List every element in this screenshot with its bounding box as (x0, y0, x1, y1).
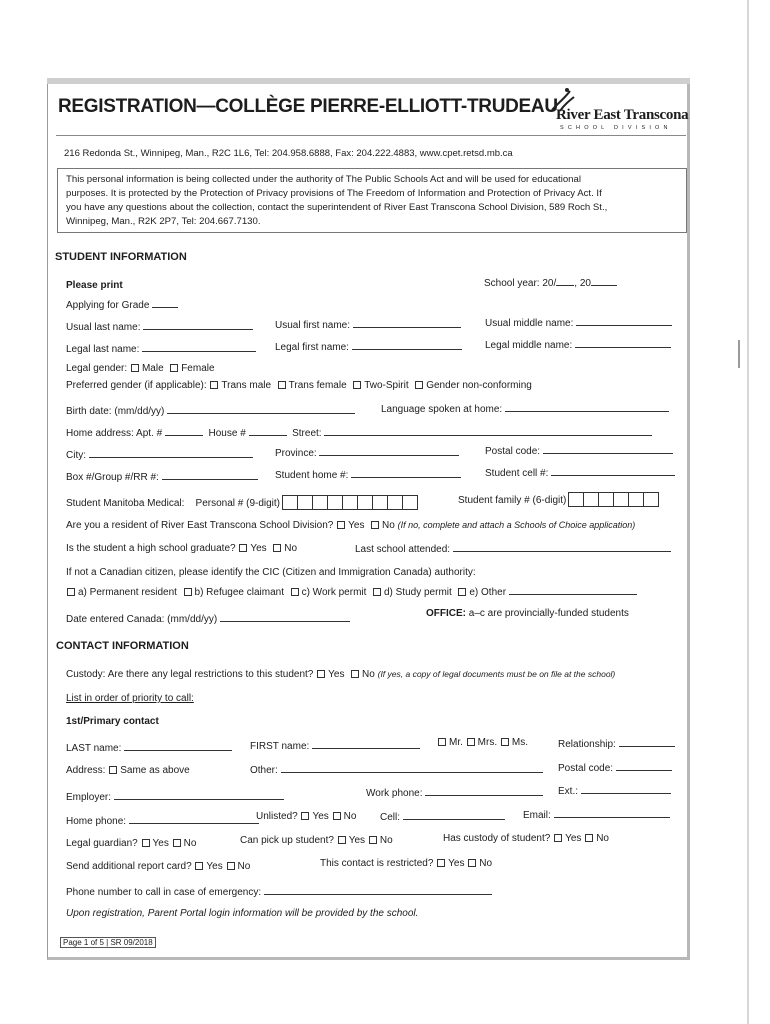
two-spirit-checkbox[interactable] (353, 381, 361, 389)
cic-options-row: a) Permanent resident b) Refugee claimant c) Work permit d) Study permit e) Other (66, 585, 637, 599)
legal-last-name-field[interactable]: Legal last name: (66, 342, 256, 356)
restricted-row: This contact is restricted? Yes No (320, 858, 493, 869)
last-school-field[interactable]: Last school attended: (355, 542, 671, 556)
refugee-claimant-checkbox[interactable] (184, 588, 192, 596)
student-info-heading: STUDENT INFORMATION (55, 251, 187, 263)
date-entered-field[interactable]: Date entered Canada: (mm/dd/yy) (66, 612, 350, 626)
contact-info-heading: CONTACT INFORMATION (56, 640, 189, 652)
resident-yes-checkbox[interactable] (337, 521, 345, 529)
custody-of-row: Has custody of student? Yes No (443, 833, 609, 844)
logo-name: River East Transcona (556, 107, 689, 123)
primary-contact-heading: 1st/Primary contact (66, 716, 159, 727)
unlisted-yes-checkbox[interactable] (301, 812, 309, 820)
priority-note: List in order of priority to call: (66, 693, 194, 704)
postal-code-field[interactable]: Postal code: (485, 444, 673, 458)
unlisted-row: Unlisted? Yes No (256, 811, 357, 822)
report-card-row: Send additional report card? Yes No (66, 861, 251, 872)
study-permit-checkbox[interactable] (373, 588, 381, 596)
legal-gender-row: Legal gender: Male Female (66, 363, 215, 374)
report-card-yes-checkbox[interactable] (195, 862, 203, 870)
work-permit-checkbox[interactable] (291, 588, 299, 596)
privacy-line: This personal information is being collected under the authority of The Public Schools Act and will be used for educational (66, 174, 581, 185)
page-title: REGISTRATION—COLLÈGE PIERRE-ELLIOTT-TRUDEAU (58, 96, 558, 117)
page-edge (747, 0, 749, 1024)
street-input[interactable] (324, 426, 652, 436)
legal-first-name-field[interactable]: Legal first name: (275, 340, 462, 354)
please-print: Please print (66, 280, 123, 291)
manitoba-medical-row: Student Manitoba Medical: Personal # (9-digit) (66, 495, 418, 510)
contact-other-field[interactable]: Other: (250, 763, 543, 777)
guardian-yes-checkbox[interactable] (142, 839, 150, 847)
employer-field[interactable]: Employer: (66, 790, 284, 804)
custody-of-yes-checkbox[interactable] (554, 834, 562, 842)
trans-female-checkbox[interactable] (278, 381, 286, 389)
permanent-resident-checkbox[interactable] (67, 588, 75, 596)
privacy-line: Winnipeg, Man., R2K 2P7, Tel: 204.667.7130. (66, 216, 261, 227)
contact-postal-field[interactable]: Postal code: (558, 761, 672, 775)
usual-first-name-field[interactable]: Usual first name: (275, 318, 461, 332)
legal-middle-name-field[interactable]: Legal middle name: (485, 338, 671, 352)
email-field[interactable]: Email: (523, 808, 670, 822)
mr-checkbox[interactable] (438, 738, 446, 746)
mrs-checkbox[interactable] (467, 738, 475, 746)
cic-question: If not a Canadian citizen, please identify the CIC (Citizen and Immigration Canada) authority: (66, 567, 476, 578)
box-group-field[interactable]: Box #/Group #/RR #: (66, 470, 258, 484)
graduate-row: Is the student a high school graduate? Yes No (66, 543, 298, 554)
custody-row: Custody: Are there any legal restrictions to this student? Yes No (If yes, a copy of legal documents must be on file at the school) (66, 669, 616, 680)
ext-field[interactable]: Ext.: (558, 784, 671, 798)
usual-last-name-field[interactable]: Usual last name: (66, 320, 253, 334)
pickup-row: Can pick up student? Yes No (240, 835, 393, 846)
title-divider (56, 135, 686, 136)
family-number-row: Student family # (6-digit) (458, 492, 659, 507)
applying-grade-field[interactable]: Applying for Grade (66, 298, 178, 312)
preferred-gender-row: Preferred gender (if applicable): Trans male Trans female Two-Spirit Gender non-conforming (66, 380, 532, 391)
custody-yes-checkbox[interactable] (317, 670, 325, 678)
resident-row: Are you a resident of River East Transcona School Division? Yes No (If no, complete and attach a Schools of Choice application) (66, 520, 636, 531)
gender-nc-checkbox[interactable] (415, 381, 423, 389)
home-phone-field[interactable]: Home phone: (66, 814, 259, 828)
home-address-row: Home address: Apt. # House # Street: (66, 426, 652, 440)
custody-of-no-checkbox[interactable] (585, 834, 593, 842)
personal-number-boxes[interactable] (282, 495, 418, 510)
emergency-phone-field[interactable]: Phone number to call in case of emergency: (66, 885, 492, 899)
contact-last-name-field[interactable]: LAST name: (66, 741, 232, 755)
guardian-no-checkbox[interactable] (173, 839, 181, 847)
house-input[interactable] (249, 426, 287, 436)
pickup-no-checkbox[interactable] (369, 836, 377, 844)
restricted-yes-checkbox[interactable] (437, 859, 445, 867)
family-number-boxes[interactable] (568, 492, 659, 507)
trans-male-checkbox[interactable] (210, 381, 218, 389)
apt-input[interactable] (165, 426, 203, 436)
ms-checkbox[interactable] (501, 738, 509, 746)
city-field[interactable]: City: (66, 448, 253, 462)
page-mark (738, 340, 740, 368)
contact-address-row: Address: Same as above (66, 765, 190, 776)
page-footer: Page 1 of 5 | SR 09/2018 (60, 937, 156, 948)
student-home-field[interactable]: Student home #: (275, 468, 461, 482)
contact-first-name-field[interactable]: FIRST name: (250, 739, 420, 753)
title-options-row: Mr. Mrs. Ms. (437, 737, 528, 749)
legal-guardian-row: Legal guardian? Yes No (66, 838, 197, 849)
language-field[interactable]: Language spoken at home: (381, 402, 669, 416)
other-checkbox[interactable] (458, 588, 466, 596)
relationship-field[interactable]: Relationship: (558, 737, 675, 751)
student-cell-field[interactable]: Student cell #: (485, 466, 675, 480)
logo-sub: SCHOOL DIVISION (560, 125, 672, 131)
cell-field[interactable]: Cell: (380, 810, 505, 824)
restricted-no-checkbox[interactable] (468, 859, 476, 867)
report-card-no-checkbox[interactable] (227, 862, 235, 870)
privacy-line: purposes. It is protected by the Protection of Privacy provisions of The Freedom of Information and Protection of Privacy Act. If (66, 188, 602, 199)
office-note: OFFICE: a–c are provincially-funded students (426, 608, 629, 619)
other-input[interactable] (509, 585, 637, 595)
resident-no-checkbox[interactable] (371, 521, 379, 529)
pickup-yes-checkbox[interactable] (338, 836, 346, 844)
same-as-above-checkbox[interactable] (109, 766, 117, 774)
province-field[interactable]: Province: (275, 446, 459, 460)
custody-no-checkbox[interactable] (351, 670, 359, 678)
school-year-field[interactable]: School year: 20/ , 20 (484, 276, 617, 290)
school-address: 216 Redonda St., Winnipeg, Man., R2C 1L6, Tel: 204.958.6888, Fax: 204.222.4883, www.cpet.retsd.mb.ca (64, 148, 513, 159)
privacy-notice (57, 168, 687, 233)
male-checkbox[interactable] (131, 364, 139, 372)
graduate-no-checkbox[interactable] (273, 544, 281, 552)
privacy-line: you have any questions about the collection, contact the superintendent of River East Transcona School Division, 589 Roch St., (66, 202, 608, 213)
birth-date-field[interactable]: Birth date: (mm/dd/yy) (66, 404, 355, 418)
female-checkbox[interactable] (170, 364, 178, 372)
usual-middle-name-field[interactable]: Usual middle name: (485, 316, 672, 330)
graduate-yes-checkbox[interactable] (239, 544, 247, 552)
portal-note: Upon registration, Parent Portal login information will be provided by the school. (66, 908, 419, 919)
top-border (47, 78, 690, 84)
unlisted-no-checkbox[interactable] (333, 812, 341, 820)
work-phone-field[interactable]: Work phone: (366, 786, 543, 800)
